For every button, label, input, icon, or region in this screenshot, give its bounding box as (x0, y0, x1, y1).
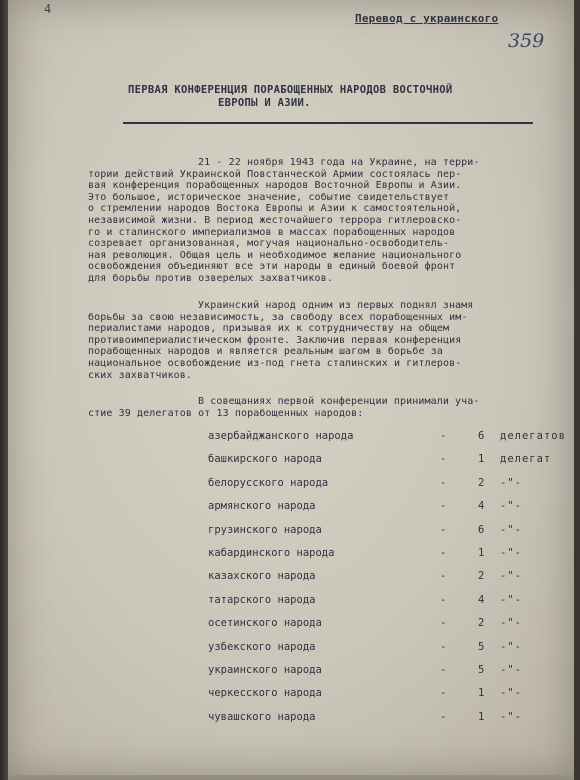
delegate-unit: -"- (500, 500, 522, 513)
paragraph-line: национальное освобождение из-под гнета сталинских и гитлеров- (88, 357, 462, 369)
nation-name: кабардинского народа (208, 546, 335, 559)
title-underline (123, 122, 533, 124)
handwritten-page-number: 359 (508, 30, 545, 52)
paragraph-1 (88, 157, 568, 285)
delegate-row (208, 617, 568, 640)
paragraph-line: борьбы за свою независимость, за свободу всех порабощенных им- (88, 311, 468, 323)
nation-name: узбекского народа (208, 640, 316, 653)
nation-name: белорусского народа (208, 476, 329, 489)
delegate-count: 4 (478, 593, 485, 606)
delegate-row (208, 570, 568, 593)
paragraph-line: тории действий Украинской Повстанческой Армии состоялась пер- (88, 168, 462, 180)
delegate-row (208, 594, 568, 617)
delegate-count: 1 (478, 453, 485, 466)
corner-mark: 4 (44, 2, 52, 16)
delegate-unit: -"- (500, 640, 522, 653)
delegate-row (208, 711, 568, 734)
delegate-count: 2 (478, 617, 485, 630)
delegate-unit: -"- (500, 546, 522, 559)
delegate-count: 1 (478, 687, 485, 700)
delegate-unit: -"- (500, 476, 522, 489)
delegate-unit: -"- (500, 710, 522, 723)
nation-name: казахского народа (208, 570, 316, 583)
dash: - (440, 500, 447, 513)
delegate-unit: -"- (500, 523, 522, 536)
paragraph-2 (88, 300, 568, 381)
dash: - (440, 570, 447, 583)
dash: - (440, 710, 447, 723)
delegate-row (208, 430, 568, 453)
paragraph-line: 21 - 22 ноября 1943 года на Украине, на терри- (198, 157, 480, 168)
nation-name: грузинского народа (208, 523, 322, 536)
delegate-row (208, 641, 568, 664)
delegate-count: 1 (478, 710, 485, 723)
delegate-count: 6 (478, 523, 485, 536)
nation-name: чувашского народа (208, 710, 316, 723)
dash: - (440, 617, 447, 630)
nation-name: татарского народа (208, 593, 316, 606)
title-line-1: ПЕРВАЯ КОНФЕРЕНЦИЯ ПОРАБОЩЕННЫХ НАРОДОВ ВОСТОЧНОЙ (128, 84, 453, 96)
dash: - (440, 430, 447, 442)
dash: - (440, 476, 447, 489)
delegate-row (208, 524, 568, 547)
delegate-row (208, 687, 568, 710)
paragraph-line: вая конференция порабощенных народов Восточной Европы и Азии. (88, 180, 462, 192)
nation-name: осетинского народа (208, 617, 322, 630)
delegate-count: 2 (478, 476, 485, 489)
delegate-count: 2 (478, 570, 485, 583)
delegate-count: 5 (478, 663, 485, 676)
paragraph-line: освобождения объединяют все эти народы в единый боевой фронт (88, 261, 456, 273)
delegate-count: 1 (478, 546, 485, 559)
paragraph-line: ная революция. Общая цель и необходимое желание национального (88, 249, 462, 261)
delegate-unit: -"- (500, 570, 522, 583)
nation-name: черкесского народа (208, 687, 322, 700)
delegate-row (208, 453, 568, 476)
delegate-row (208, 664, 568, 687)
paragraph-3 (88, 396, 568, 419)
paragraph-line: о стремлении народов Востока Европы и Азии к самостоятельной, (88, 203, 462, 215)
delegate-unit: -"- (500, 687, 522, 700)
delegate-row (208, 547, 568, 570)
delegates-list (208, 430, 568, 734)
paragraph-line: независимой жизни. В период жесточайшего террора гитлеровско- (88, 214, 462, 226)
delegate-count: 4 (478, 500, 485, 513)
paragraph-line: порабощенных народов и является реальным шагом в борьбе за (88, 346, 443, 358)
delegate-unit: делегатов (500, 430, 566, 442)
nation-name: украинского народа (208, 663, 322, 676)
paragraph-line: противоимпериалистическом фронте. Заключив первая конференция (88, 334, 462, 346)
paragraph-line: В совещаниях первой конференции принимали уча- (198, 396, 480, 407)
delegate-row (208, 477, 568, 500)
paragraph-line: стие 39 делегатов от 13 порабощенных народов: (88, 407, 364, 419)
translation-note: Перевод с украинского (355, 12, 499, 25)
nation-name: башкирского народа (208, 453, 322, 466)
delegate-unit: -"- (500, 617, 522, 630)
paragraph-line: ских захватчиков. (88, 369, 193, 381)
paragraph-line: периалистами народов, призывая их к сотрудничеству на общем (88, 323, 450, 335)
title-line-2: ЕВРОПЫ И АЗИИ. (218, 97, 311, 109)
dash: - (440, 687, 447, 700)
nation-name: армянского народа (208, 500, 316, 513)
dash: - (440, 640, 447, 653)
document-title (128, 84, 528, 110)
delegate-unit: делегат (500, 453, 552, 466)
dash: - (440, 523, 447, 536)
nation-name: азербайджанского народа (208, 430, 354, 442)
paragraph-line: Украинский народ одним из первых поднял знамя (198, 300, 474, 311)
paragraph-line: Это большое, историческое значение, событие свидетельствует (88, 191, 450, 203)
paragraph-line: го и сталинского империализмов в массах порабощенных народов (88, 226, 456, 238)
delegate-row (208, 500, 568, 523)
delegate-unit: -"- (500, 663, 522, 676)
paragraph-line: созревает организованная, могучая национально-освободитель- (88, 238, 450, 250)
paragraph-line: для борьбы против озверелых захватчиков. (88, 272, 333, 284)
dash: - (440, 453, 447, 466)
delegate-count: 5 (478, 640, 485, 653)
delegate-unit: -"- (500, 593, 522, 606)
dash: - (440, 663, 447, 676)
document-sheet (8, 0, 574, 775)
dash: - (440, 546, 447, 559)
dash: - (440, 593, 447, 606)
delegate-count: 6 (478, 430, 485, 442)
